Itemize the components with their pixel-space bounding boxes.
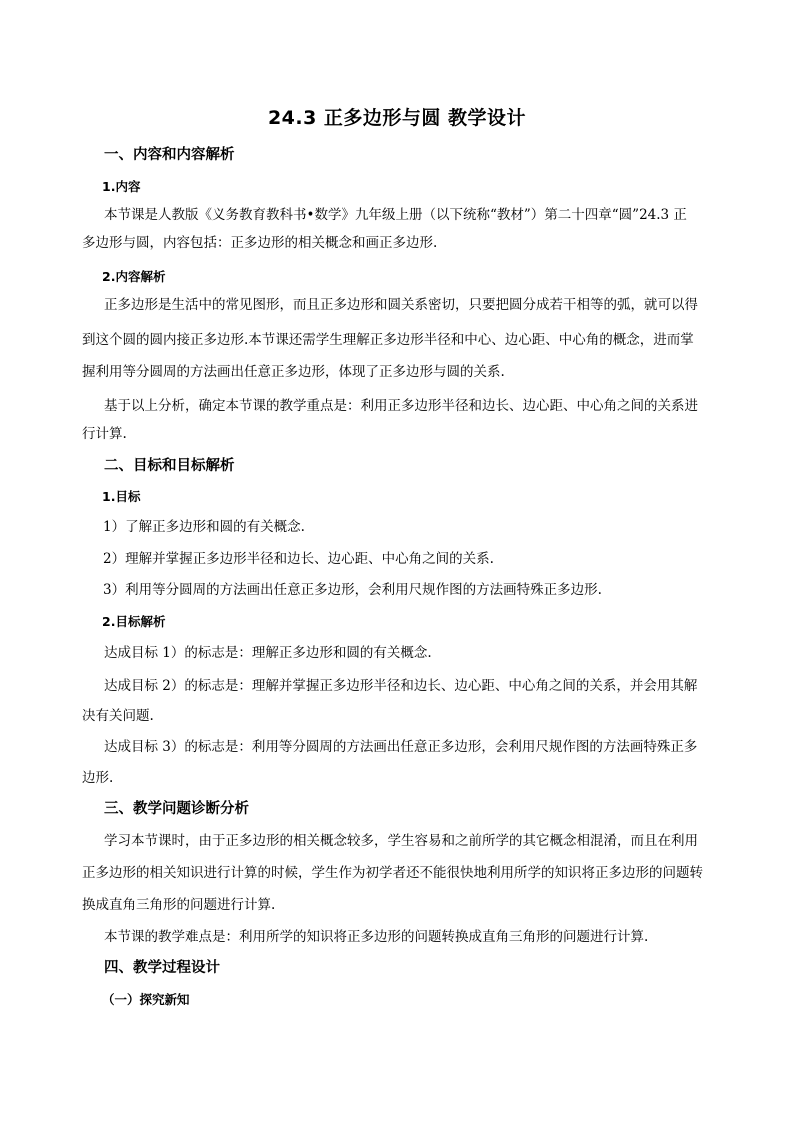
paragraph-line: 换成直角三角形的问题进行计算. [82,897,276,913]
section-heading-4: 四、教学过程设计 [104,960,220,976]
paragraph-line: 到这个圆的圆内接正多边形.本节课还需学生理解正多边形半径和中心、边心距、中心角的概念，进而掌 [82,332,694,348]
paragraph-line: 正多边形的相关知识进行计算的时候，学生作为初学者还不能很快地利用所学的知识将正多边形的问题转 [82,865,703,881]
section-heading-1: 一、内容和内容解析 [104,147,235,163]
paragraph-line: 达成目标 3）的标志是：利用等分圆周的方法画出任意正多边形，会利用尺规作图的方法画特殊正多 [104,739,698,755]
paragraph-line: 正多边形是生活中的常见图形，而且正多边形和圆关系密切，只要把圆分成若干相等的弧，就可以得 [104,297,698,313]
subheading-content-analysis: 2.内容解析 [102,269,166,284]
goal-item-1: 1）了解正多边形和圆的有关概念. [103,519,305,535]
subheading-content: 1.内容 [102,179,141,194]
paragraph-line: 达成目标 1）的标志是：理解正多边形和圆的有关概念. [104,645,432,661]
paragraph-line: 学习本节课时，由于正多边形的相关概念较多，学生容易和之前所学的其它概念相混淆，而且在利用 [104,833,698,849]
paragraph-line: 握利用等分圆周的方法画出任意正多边形，体现了正多边形与圆的关系. [82,364,505,380]
subheading-goals: 1.目标 [102,489,141,504]
paragraph-line: 达成目标 2）的标志是：理解并掌握正多边形半径和边长、边心距、中心角之间的关系，并会用其解 [104,678,698,694]
paragraph-line: 多边形与圆，内容包括：正多边形的相关概念和画正多边形. [82,235,438,251]
paragraph-line: 本节课是人教版《义务教育教科书•数学》九年级上册（以下统称“教材”）第二十四章“圆”24.3 正 [104,207,687,223]
section-heading-2: 二、目标和目标解析 [104,458,235,474]
subheading-goal-analysis: 2.目标解析 [102,614,166,629]
goal-item-2: 2）理解并掌握正多边形半径和边长、边心距、中心角之间的关系. [103,551,494,567]
paragraph-line: 行计算. [82,426,127,442]
paragraph-line: 基于以上分析，确定本节课的教学重点是：利用正多边形半径和边长、边心距、中心角之间的关系进 [104,398,698,414]
document-title: 24.3 正多边形与圆 教学设计 [267,107,527,129]
paragraph-line: 边形. [82,770,114,786]
paragraph-line: 本节课的教学难点是：利用所学的知识将正多边形的问题转换成直角三角形的问题进行计算. [104,929,649,945]
subheading-explore: （一）探究新知 [102,992,190,1007]
goal-item-3: 3）利用等分圆周的方法画出任意正多边形，会利用尺规作图的方法画特殊正多边形. [103,582,602,598]
paragraph-line: 决有关问题. [82,708,154,724]
section-heading-3: 三、教学问题诊断分析 [104,801,249,817]
